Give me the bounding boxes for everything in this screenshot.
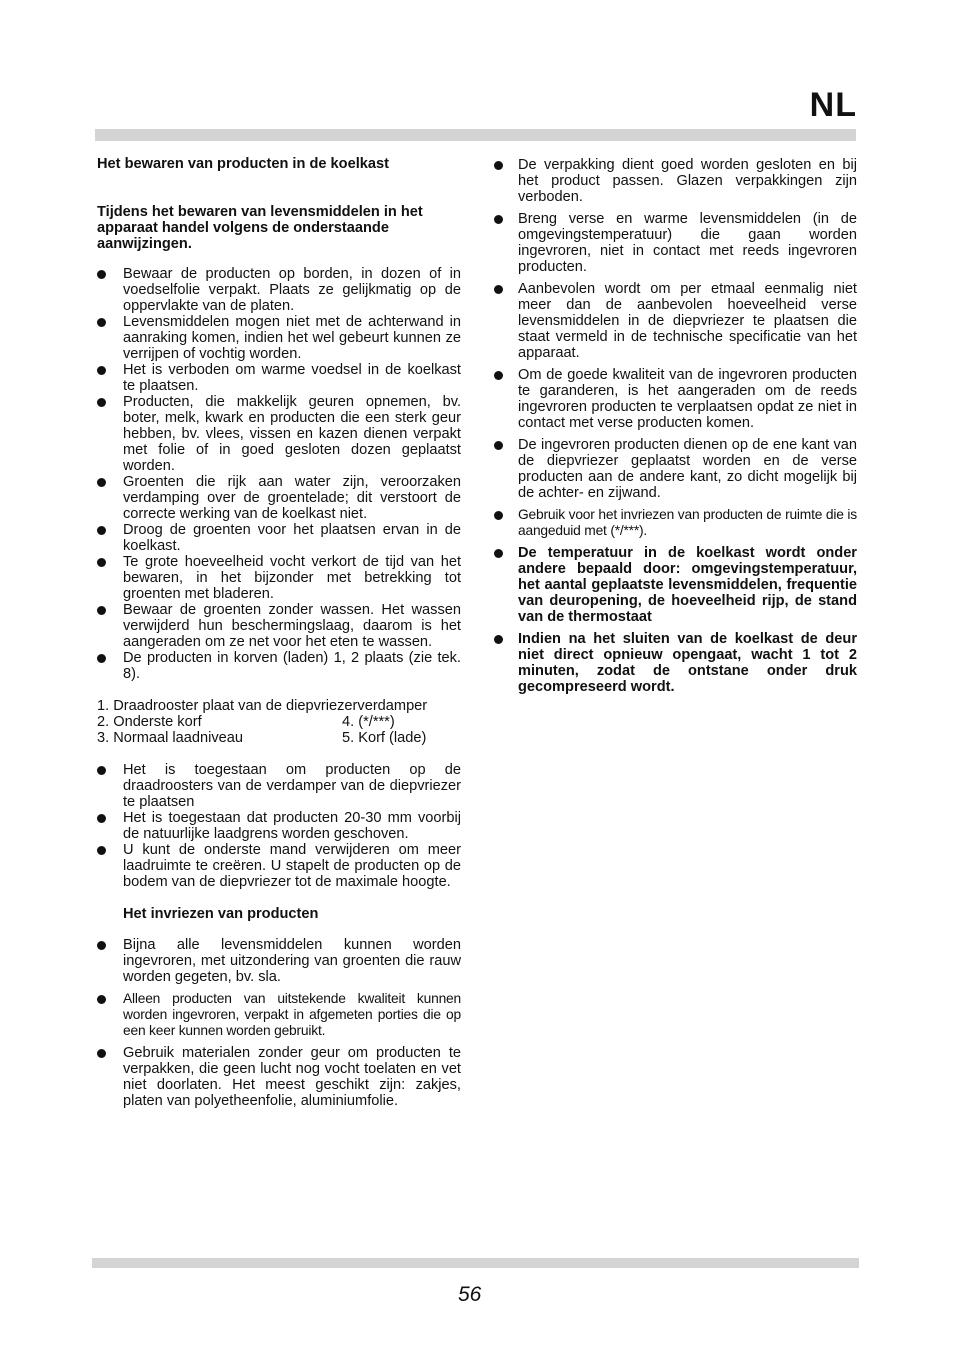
legend-item: 5. Korf (lade) xyxy=(342,730,427,746)
legend-item: 3. Normaal laadniveau xyxy=(97,730,244,746)
list-item: Bijna alle levensmiddelen kunnen worden ingevroren, met uitzondering van groenten die rauw worden gegeten, bv. sla. xyxy=(97,937,461,985)
list-item: Breng verse en warme levensmiddelen (in de omgevingstemperatuur) die gaan worden ingevroren, niet in contact met reeds ingevroren producten. xyxy=(518,211,857,275)
list-item: Bewaar de producten op borden, in dozen of in voedselfolie verpakt. Plaats ze gelijkmatig op de oppervlakte van de platen. xyxy=(97,266,461,314)
list-item: Gebruik voor het invriezen van producten de ruimte die is aangeduid met (*/***). xyxy=(518,507,857,538)
loading-tips-list xyxy=(97,762,461,890)
list-item: Het is toegestaan dat producten 20-30 mm voorbij de natuurlijke laadgrens worden geschoven. xyxy=(97,810,461,842)
legend-item: 4. (*/***) xyxy=(342,714,395,730)
freezing-tips-list xyxy=(97,937,461,1109)
freezing-guidelines-list xyxy=(518,157,857,695)
list-item: Gebruik materialen zonder geur om producten te verpakken, die geen lucht nog vocht toelaten en vet niet doorlaten. Het meest geschikt zijn: zakjes, platen van polyetheenfolie, aluminiumfolie. xyxy=(97,1045,461,1109)
list-item: Droog de groenten voor het plaatsen ervan in de koelkast. xyxy=(97,522,461,554)
list-item: Groenten die rijk aan water zijn, veroorzaken verdamping over de groentelade; dit verstoort de correcte werking van de koelkast niet. xyxy=(97,474,461,522)
list-item: Bewaar de groenten zonder wassen. Het wassen verwijderd hun beschermingslaag, daarom is het aangeraden om ze net voor het eten te wassen. xyxy=(97,602,461,650)
figure-legend xyxy=(97,698,461,746)
intro-text: Tijdens het bewaren van levensmiddelen in het apparaat handel volgens de onderstaande aanwijzingen. xyxy=(97,204,423,252)
list-item: Producten, die makkelijk geuren opnemen, bv. boter, melk, kwark en producten die een sterk geur hebben, bv. vlees, vissen en kazen dienen verpakt met folie of in goed gesloten dozen geplaatst worden. xyxy=(97,394,461,474)
list-item: Te grote hoeveelheid vocht verkort de tijd van het bewaren, in het bijzonder met betrekking tot groenten met bladeren. xyxy=(97,554,461,602)
header-divider xyxy=(95,129,856,141)
list-item: Aanbevolen wordt om per etmaal eenmalig niet meer dan de aanbevolen hoeveelheid verse levensmiddelen in de diepvriezer te plaatsen die staat vermeld in de technische specificatie van het apparaat. xyxy=(518,281,857,361)
legend-item: 1. Draadrooster plaat van de diepvriezerverdamper xyxy=(97,698,428,714)
list-item: Om de goede kwaliteit van de ingevroren producten te garanderen, is het aangeraden om de reeds ingevroren producten te verplaatsen opdat ze niet in contact met verse producten komen. xyxy=(518,367,857,431)
list-item: U kunt de onderste mand verwijderen om meer laadruimte te creëren. U stapelt de producten op de bodem van de diepvriezer tot de maximale hoogte. xyxy=(97,842,461,890)
list-item: Indien na het sluiten van de koelkast de deur niet direct opnieuw opengaat, wacht 1 tot 2 minuten, zodat de ontstane onder druk gecompreseerd wordt. xyxy=(518,631,857,695)
language-code: NL xyxy=(809,86,857,124)
right-column xyxy=(518,157,857,695)
subsection-title: Het invriezen van producten xyxy=(123,906,319,922)
list-item: De temperatuur in de koelkast wordt onder andere bepaald door: omgevingstemperatuur, het aantal geplaatste levensmiddelen, frequentie van deuropening, de hoeveelheid rijp, de stand van de thermostaat xyxy=(518,545,857,625)
left-column xyxy=(97,156,461,1109)
list-item: Levensmiddelen mogen niet met de achterwand in aanraking komen, indien het wel gebeurt kunnen ze verrijpen of vochtig worden. xyxy=(97,314,461,362)
list-item: De verpakking dient goed worden gesloten en bij het product passen. Glazen verpakkingen zijn verboden. xyxy=(518,157,857,205)
section-title: Het bewaren van producten in de koelkast xyxy=(97,156,389,172)
list-item: Alleen producten van uitstekende kwaliteit kunnen worden ingevroren, verpakt in afgemeten porties die op een keer kunnen worden gebruikt. xyxy=(97,991,461,1039)
footer-divider xyxy=(92,1258,859,1268)
list-item: De ingevroren producten dienen op de ene kant van de diepvriezer geplaatst worden en de verse producten aan de andere kant, zo dicht mogelijk bij de achter- en zijwand. xyxy=(518,437,857,501)
legend-item: 2. Onderste korf xyxy=(97,714,202,730)
list-item: Het is toegestaan om producten op de draadroosters van de verdamper van de diepvriezer te plaatsen xyxy=(97,762,461,810)
page-number: 56 xyxy=(458,1283,482,1306)
list-item: De producten in korven (laden) 1, 2 plaats (zie tek. 8). xyxy=(97,650,461,682)
storage-tips-list xyxy=(97,266,461,682)
list-item: Het is verboden om warme voedsel in de koelkast te plaatsen. xyxy=(97,362,461,394)
